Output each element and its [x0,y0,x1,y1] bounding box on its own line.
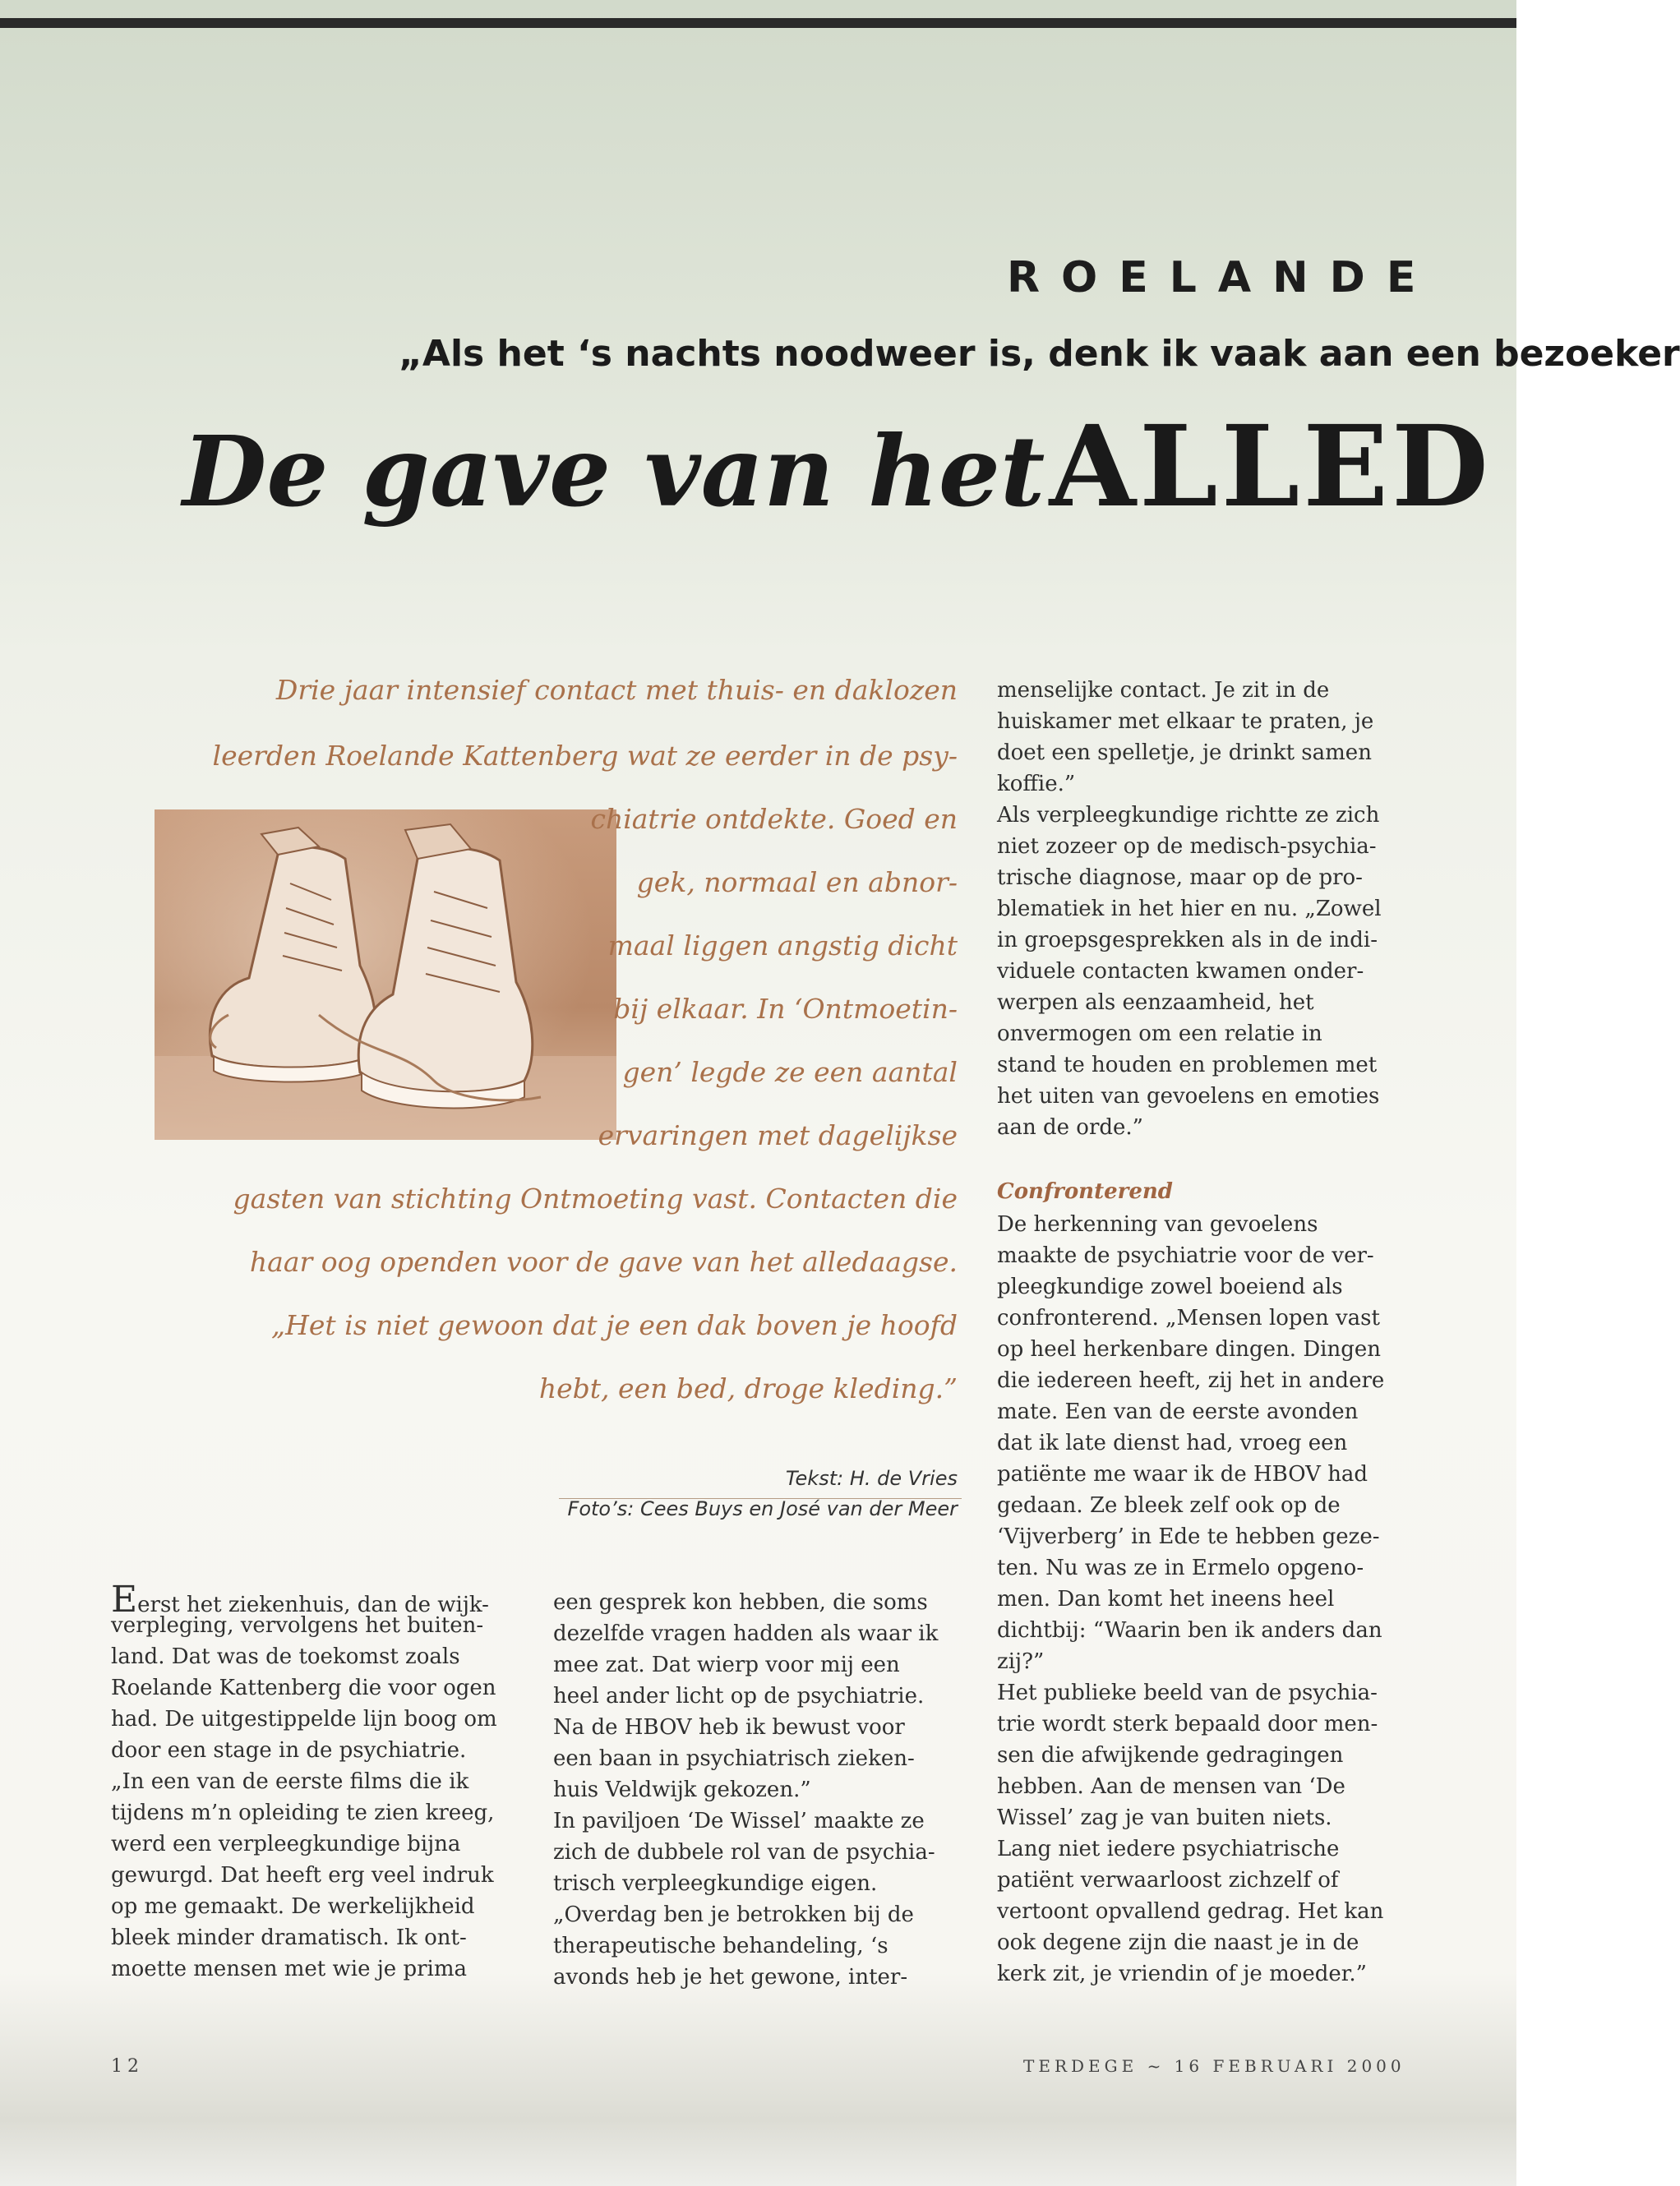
intro-line: Drie jaar intensief contact met thuis- en daklozen [275,674,958,706]
body-line: in groepsgesprekken als in de indi- [997,928,1378,952]
body-line: men. Dan komt het ineens heel [997,1587,1335,1612]
body-line: Het publieke beeld van de psychia- [997,1681,1378,1705]
body-line: viduele contacten kwamen onder- [997,959,1364,984]
body-line: trisch verpleegkundige eigen. [553,1871,878,1896]
body-line: trie wordt sterk bepaald door men- [997,1712,1378,1736]
body-line: aan de orde.” [997,1115,1143,1140]
boots-photo [155,809,616,1140]
drop-cap: E [111,1579,138,1621]
body-line: kerk zit, je vriendin of je moeder.” [997,1962,1367,1986]
body-line: dat ik late dienst had, vroeg een [997,1431,1348,1455]
body-line: op me gemaakt. De werkelijkheid [111,1894,475,1919]
body-line: mee zat. Dat wierp voor mij een [553,1653,900,1677]
body-line: ook degene zijn die naast je in de [997,1930,1359,1955]
body-line: had. De uitgestippelde lijn boog om [111,1707,497,1732]
body-line: stand te houden en problemen met [997,1053,1378,1077]
body-line: zij?” [997,1649,1045,1674]
body-line: confronterend. „Mensen lopen vast [997,1306,1380,1331]
title-part-2: ALLED [1049,401,1492,533]
credit-text: Tekst: H. de Vries [785,1467,958,1490]
body-line: patiënt verwaarloost zichzelf of [997,1868,1339,1893]
body-line: maakte de psychiatrie voor de ver- [997,1243,1374,1268]
body-line: niet zozeer op de medisch-psychia- [997,834,1377,859]
body-line: onvermogen om een relatie in [997,1022,1322,1046]
page-title [182,401,1492,533]
intro-line: bij elkaar. In ‘Ontmoetin- [613,993,958,1025]
intro-line: ervaringen met dagelijkse [598,1119,958,1151]
body-line: dichtbij: “Waarin ben ik anders dan [997,1618,1382,1643]
body-line: werd een verpleegkundige bijna [111,1832,461,1856]
body-line: trische diagnose, maar op de pro- [997,865,1363,890]
body-line: die iedereen heeft, zij het in andere [997,1368,1385,1393]
body-line: moette mensen met wie je prima [111,1957,467,1981]
intro-line: gasten van stichting Ontmoeting vast. Contacten die [233,1183,958,1215]
body-line: blematiek in het hier en nu. „Zowel [997,897,1382,921]
body-line: zich de dubbele rol van de psychia- [553,1840,935,1865]
intro-line: chiatrie ontdekte. Goed en [590,803,958,835]
body-line: Na de HBOV heb ik bewust voor [553,1715,905,1740]
body-line: een gesprek kon hebben, die soms [553,1590,928,1615]
section-kicker: ROELANDE [1007,253,1438,302]
body-line: het uiten van gevoelens en emoties [997,1084,1380,1109]
body-line: werpen als eenzaamheid, het [997,990,1314,1015]
body-line: dezelfde vragen hadden als waar ik [553,1621,939,1646]
body-line: „Overdag ben je betrokken bij de [553,1902,914,1927]
body-line: patiënte me waar ik de HBOV had [997,1462,1368,1487]
body-line: koffie.” [997,772,1076,796]
body-line: Als verpleegkundige richtte ze zich [997,803,1380,828]
body-line: gedaan. Ze bleek zelf ook op de [997,1493,1341,1518]
body-line: gewurgd. Dat heeft erg veel indruk [111,1863,494,1888]
intro-line: hebt, een bed, droge kleding.” [538,1372,958,1404]
body-line: bleek minder dramatisch. Ik ont- [111,1925,467,1950]
body-line: vertoont opvallend gedrag. Het kan [997,1899,1384,1924]
body-line: heel ander licht op de psychiatrie. [553,1684,925,1709]
body-line: In paviljoen ‘De Wissel’ maakte ze [553,1809,925,1833]
intro-line: gek, normaal en abnor- [636,866,958,898]
body-line: menselijke contact. Je zit in de [997,678,1330,703]
boots-illustration [155,809,616,1140]
credit-photos: Foto’s: Cees Buys en José van der Meer [567,1497,958,1520]
body-line: tijdens m’n opleiding te zien kreeg, [111,1801,495,1825]
body-line: De herkenning van gevoelens [997,1212,1318,1237]
body-line: erst het ziekenhuis, dan de wijk- [137,1593,489,1617]
body-line: pleegkundige zowel boeiend als [997,1275,1343,1299]
body-line: huiskamer met elkaar te praten, je [997,709,1374,734]
page-number: 12 [111,2056,144,2077]
body-line: Roelande Kattenberg die voor ogen [111,1676,496,1700]
body-line: door een stage in de psychiatrie. [111,1738,467,1763]
body-line: hebben. Aan de mensen van ‘De [997,1774,1345,1799]
subheadline: „Als het ‘s nachts noodweer is, denk ik vaak aan een bezoeker [399,333,1680,375]
body-line: ‘Vijverberg’ in Ede te hebben geze- [997,1524,1380,1549]
intro-line: „Het is niet gewoon dat je een dak boven je hoofd [271,1309,958,1341]
intro-line: maal liggen angstig dicht [607,929,958,962]
body-line: op heel herkenbare dingen. Dingen [997,1337,1382,1362]
body-line: land. Dat was de toekomst zoals [111,1644,460,1669]
body-line: Lang niet iedere psychiatrische [997,1837,1340,1861]
section-subheading: Confronterend [997,1179,1173,1204]
body-line: sen die afwijkende gedragingen [997,1743,1344,1768]
body-line: mate. Een van de eerste avonden [997,1400,1359,1424]
intro-line: haar oog openden voor de gave van het alledaagse. [249,1246,958,1278]
intro-line: leerden Roelande Kattenberg wat ze eerder in de psy- [212,740,958,772]
publication-footer: TERDEGE ~ 16 FEBRUARI 2000 [1023,2056,1405,2076]
body-line: ten. Nu was ze in Ermelo opgeno- [997,1556,1364,1580]
body-line: verpleging, vervolgens het buiten- [111,1613,484,1638]
title-part-1: De gave van het [182,414,1045,528]
body-line: doet een spelletje, je drinkt samen [997,740,1372,765]
intro-line: gen’ legde ze een aantal [622,1056,958,1088]
body-line: huis Veldwijk gekozen.” [553,1778,811,1802]
body-line: een baan in psychiatrisch zieken- [553,1746,915,1771]
body-line: therapeutische behandeling, ‘s [553,1934,888,1958]
body-line: avonds heb je het gewone, inter- [553,1965,908,1990]
body-line: Wissel’ zag je van buiten niets. [997,1806,1332,1830]
body-line: „In een van de eerste films die ik [111,1769,469,1794]
top-border [0,18,1516,28]
